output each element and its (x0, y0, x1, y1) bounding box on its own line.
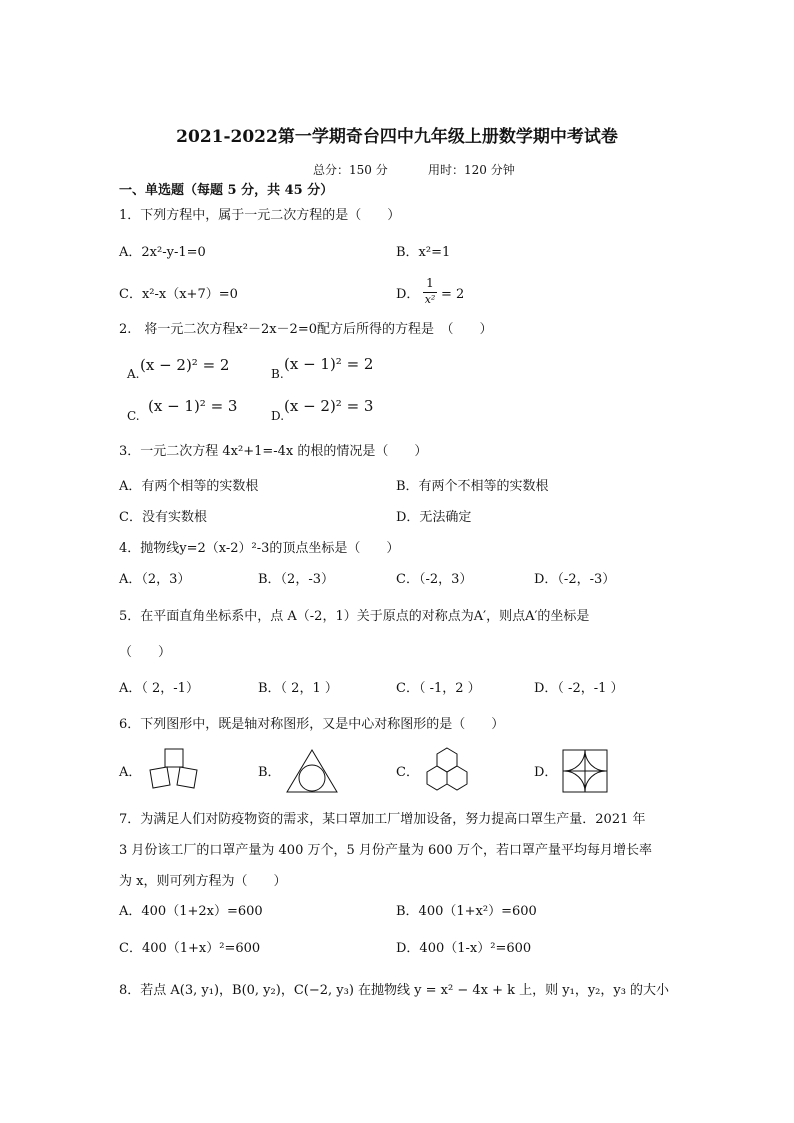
q6-option-c: C． (396, 765, 419, 780)
q8-stem: 8．若点 A(3, y₁)，B(0, y₂)，C(−2, y₃) 在抛物线 y = x² − 4x + k 上，则 y₁，y₂，y₃ 的大小 (119, 983, 670, 998)
q6-figure-square-arcs (561, 748, 609, 794)
q7-line-3: 为 x，则可列方程为（ ） (119, 874, 287, 889)
q6-figure-triangle-circle (283, 747, 341, 795)
q3-stem: 3．一元二次方程 4x²+1=-4x 的根的情况是（ ） (119, 444, 428, 459)
q6-figure-three-hexagons (418, 747, 476, 795)
q2-option-c-math: (x − 1)² = 3 (148, 397, 238, 415)
q2-stem: 2. 将一元二次方程x²－2x－2=0配方后所得的方程是 （ ） (119, 322, 493, 337)
q6-option-d: D． (534, 765, 558, 780)
q7-option-c: C．400（1+x）²=600 (119, 941, 261, 956)
q2-option-a-math: (x − 2)² = 2 (140, 356, 230, 374)
q4-option-d: D．（-2，-3） (534, 572, 616, 587)
q7-line-2: 3 月份该工厂的口罩产量为 400 万个，5 月份产量为 600 万个，若口罩产量平均每月增长率 (119, 843, 652, 858)
q4-option-b: B．（2，-3） (258, 572, 334, 587)
q7-option-d: D．400（1-x）²=600 (396, 941, 532, 956)
q1-option-d-numerator: 1 (426, 276, 434, 290)
q2-option-b-label: B. (271, 367, 284, 381)
q5-stem: 5．在平面直角坐标系中，点 A（-2，1）关于原点的对称点为A′，则点A′的坐标是 (119, 609, 590, 624)
q1-option-b: B．x²=1 (396, 245, 451, 260)
q4-stem: 4．抛物线y=2（x-2）²-3的顶点坐标是（ ） (119, 541, 400, 556)
q2-option-d-label: D. (271, 409, 285, 423)
section-heading: 一、单选题（每题 5 分，共 45 分） (119, 183, 334, 198)
q3-option-d: D．无法确定 (396, 510, 472, 525)
q5-option-c: C．（ -1，2 ） (396, 681, 481, 696)
q3-option-c: C．没有实数根 (119, 510, 207, 525)
q6-figure-three-squares (140, 747, 206, 795)
q1-option-c: C．x²-x（x+7）=0 (119, 287, 238, 302)
q1-option-d-label: D． (396, 287, 420, 302)
q1-option-d-rest: = 2 (441, 287, 465, 302)
q4-option-a: A．（2，3） (119, 572, 191, 587)
q5-option-a: A．（ 2，-1） (119, 681, 199, 696)
q2-option-d-math: (x − 2)² = 3 (284, 397, 374, 415)
q6-stem: 6．下列图形中，既是轴对称图形，又是中心对称图形的是（ ） (119, 717, 505, 732)
q5-option-b: B．（ 2，1 ） (258, 681, 338, 696)
q6-option-b: B． (258, 765, 281, 780)
time-limit: 用时：120 分钟 (428, 163, 515, 177)
q2-option-b-math: (x − 1)² = 2 (284, 355, 374, 373)
q1-stem: 1．下列方程中，属于一元二次方程的是（ ） (119, 208, 401, 223)
q7-line-1: 7．为满足人们对防疫物资的需求，某口罩加工厂增加设备，努力提高口罩生产量．2021 年 (119, 812, 646, 827)
q5-paren: （ ） (119, 645, 172, 660)
q1-option-a: A．2x²-y-1=0 (119, 245, 206, 260)
q3-option-b: B．有两个不相等的实数根 (396, 479, 549, 494)
q2-option-a-label: A. (127, 367, 140, 381)
q1-option-d-denominator: x² (424, 293, 436, 306)
page-title: 2021-2022第一学期奇台四中九年级上册数学期中考试卷 (176, 127, 618, 147)
q5-option-d: D．（ -2，-1 ） (534, 681, 624, 696)
q7-option-a: A．400（1+2x）=600 (119, 904, 263, 919)
total-score: 总分：150 分 (313, 163, 388, 177)
q2-option-c-label: C. (127, 409, 140, 423)
q4-option-c: C．（-2，3） (396, 572, 473, 587)
q7-option-b: B．400（1+x²）=600 (396, 904, 537, 919)
q6-option-a: A． (119, 765, 142, 780)
q3-option-a: A．有两个相等的实数根 (119, 479, 259, 494)
